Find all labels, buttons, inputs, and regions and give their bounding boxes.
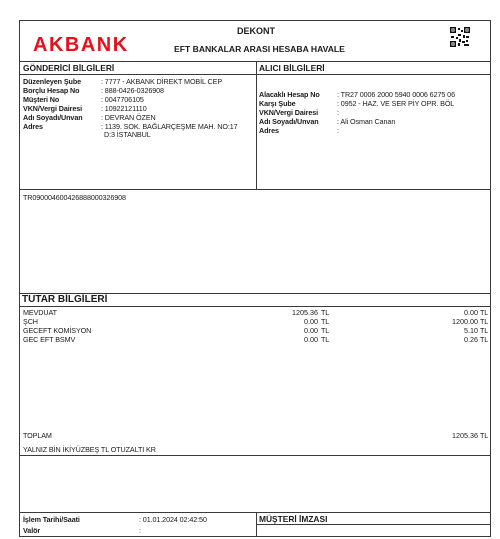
receiver-address-value: : xyxy=(337,126,339,135)
sender-name-value: : DEVRAN ÖZEN xyxy=(101,113,156,122)
sender-address-value: : 1139. SOK. BAĞLARÇEŞME MAH. NO:17 xyxy=(101,122,238,131)
amount-row-debit-currency: TL xyxy=(321,317,330,326)
amount-row-debit: 0.00 xyxy=(304,326,318,335)
amounts-section-title: TUTAR BİLGİLERİ xyxy=(22,294,108,305)
receiver-title-underline xyxy=(256,74,491,75)
header-divider xyxy=(19,61,491,62)
sender-address-label: Adres xyxy=(23,122,43,131)
amount-row-credit: 0.00 xyxy=(464,308,478,317)
sender-customer-no-value: : 0047706105 xyxy=(101,95,144,104)
amount-row-credit-currency: TL xyxy=(480,308,489,317)
receiver-branch-value: : 0952 - HAZ. VE SER PİY OPR. BÖL xyxy=(337,99,455,108)
value-date-value: : xyxy=(139,526,141,535)
sender-title-underline xyxy=(19,74,256,75)
receiver-address-label: Adres xyxy=(259,126,279,135)
amount-row-debit-currency: TL xyxy=(321,308,330,317)
transaction-date-value: : 01.01.2024 02:42:50 xyxy=(139,515,207,524)
sender-account-value: : 888-0426-0326908 xyxy=(101,86,164,95)
value-date-label: Valör xyxy=(23,526,41,535)
amount-row-credit: 0.26 xyxy=(464,335,478,344)
amount-row-credit: 1200.00 xyxy=(452,317,478,326)
amount-row-label: GEC EFT BSMV xyxy=(23,335,76,344)
receiver-name-value: : Ali Osman Canan xyxy=(337,117,396,126)
amount-row-debit: 0.00 xyxy=(304,317,318,326)
receiver-branch-label: Karşı Şube xyxy=(259,99,296,108)
transaction-description: TR090004600426888000326908 xyxy=(23,193,126,202)
amount-row-label: GECEFT KOMİSYON xyxy=(23,326,92,335)
amount-row-debit-currency: TL xyxy=(321,335,330,344)
amount-row-credit-currency: TL xyxy=(480,335,489,344)
column-divider xyxy=(256,61,257,189)
total-currency: TL xyxy=(480,431,489,440)
sender-branch-value: : 7777 - AKBANK DİREKT MOBİL CEP xyxy=(101,77,223,86)
amount-row-credit-currency: TL xyxy=(480,326,489,335)
signature-underline xyxy=(256,524,491,525)
sender-account-label: Borçlu Hesap No xyxy=(23,86,80,95)
sender-tax-value: : 10922121110 xyxy=(101,104,147,113)
description-top-divider xyxy=(19,189,491,190)
amount-row-debit-currency: TL xyxy=(321,326,330,335)
akbank-logo: AKBANK xyxy=(33,34,129,56)
sender-branch-label: Düzenleyen Şube xyxy=(23,77,82,86)
receiver-account-value: : TR27 0006 2000 5940 0006 6275 06 xyxy=(337,90,455,99)
amounts-title-underline xyxy=(19,306,491,307)
qr-code-icon xyxy=(450,27,470,47)
sender-address-value-line2: D:3 İSTANBUL xyxy=(104,130,151,139)
receiver-section-title: ALICI BİLGİLERİ xyxy=(259,63,325,73)
amount-row-label: ŞCH xyxy=(23,317,38,326)
document-subtitle: EFT BANKALAR ARASI HESABA HAVALE xyxy=(174,44,345,54)
receiver-account-label: Alacaklı Hesap No xyxy=(259,90,320,99)
total-in-words: YALNIZ BİN İKİYÜZBEŞ TL OTUZALTI KR xyxy=(23,445,156,454)
total-value: 1205.36 xyxy=(452,431,478,440)
signature-title: MÜŞTERİ İMZASI xyxy=(259,514,328,524)
document-title: DEKONT xyxy=(237,26,275,36)
amount-row-debit: 1205.36 xyxy=(292,308,318,317)
total-label: TOPLAM xyxy=(23,431,52,440)
receiver-tax-value: : xyxy=(337,108,339,117)
amount-row-credit: 5.10 xyxy=(464,326,478,335)
footer-top-divider xyxy=(19,512,491,513)
sender-section-title: GÖNDERİCİ BİLGİLERİ xyxy=(23,63,115,73)
receiver-name-label: Adı Soyadı/Unvan xyxy=(259,117,319,126)
amount-row-label: MEVDUAT xyxy=(23,308,57,317)
receiver-tax-label: VKN/Vergi Dairesi xyxy=(259,108,319,117)
sender-customer-no-label: Müşteri No xyxy=(23,95,60,104)
sender-name-label: Adı Soyadı/Unvan xyxy=(23,113,83,122)
amount-row-credit-currency: TL xyxy=(480,317,489,326)
transaction-date-label: İşlem Tarihi/Saati xyxy=(23,515,80,524)
total-words-underline xyxy=(19,455,491,456)
amount-row-debit: 0.00 xyxy=(304,335,318,344)
sender-tax-label: VKN/Vergi Dairesi xyxy=(23,104,83,113)
